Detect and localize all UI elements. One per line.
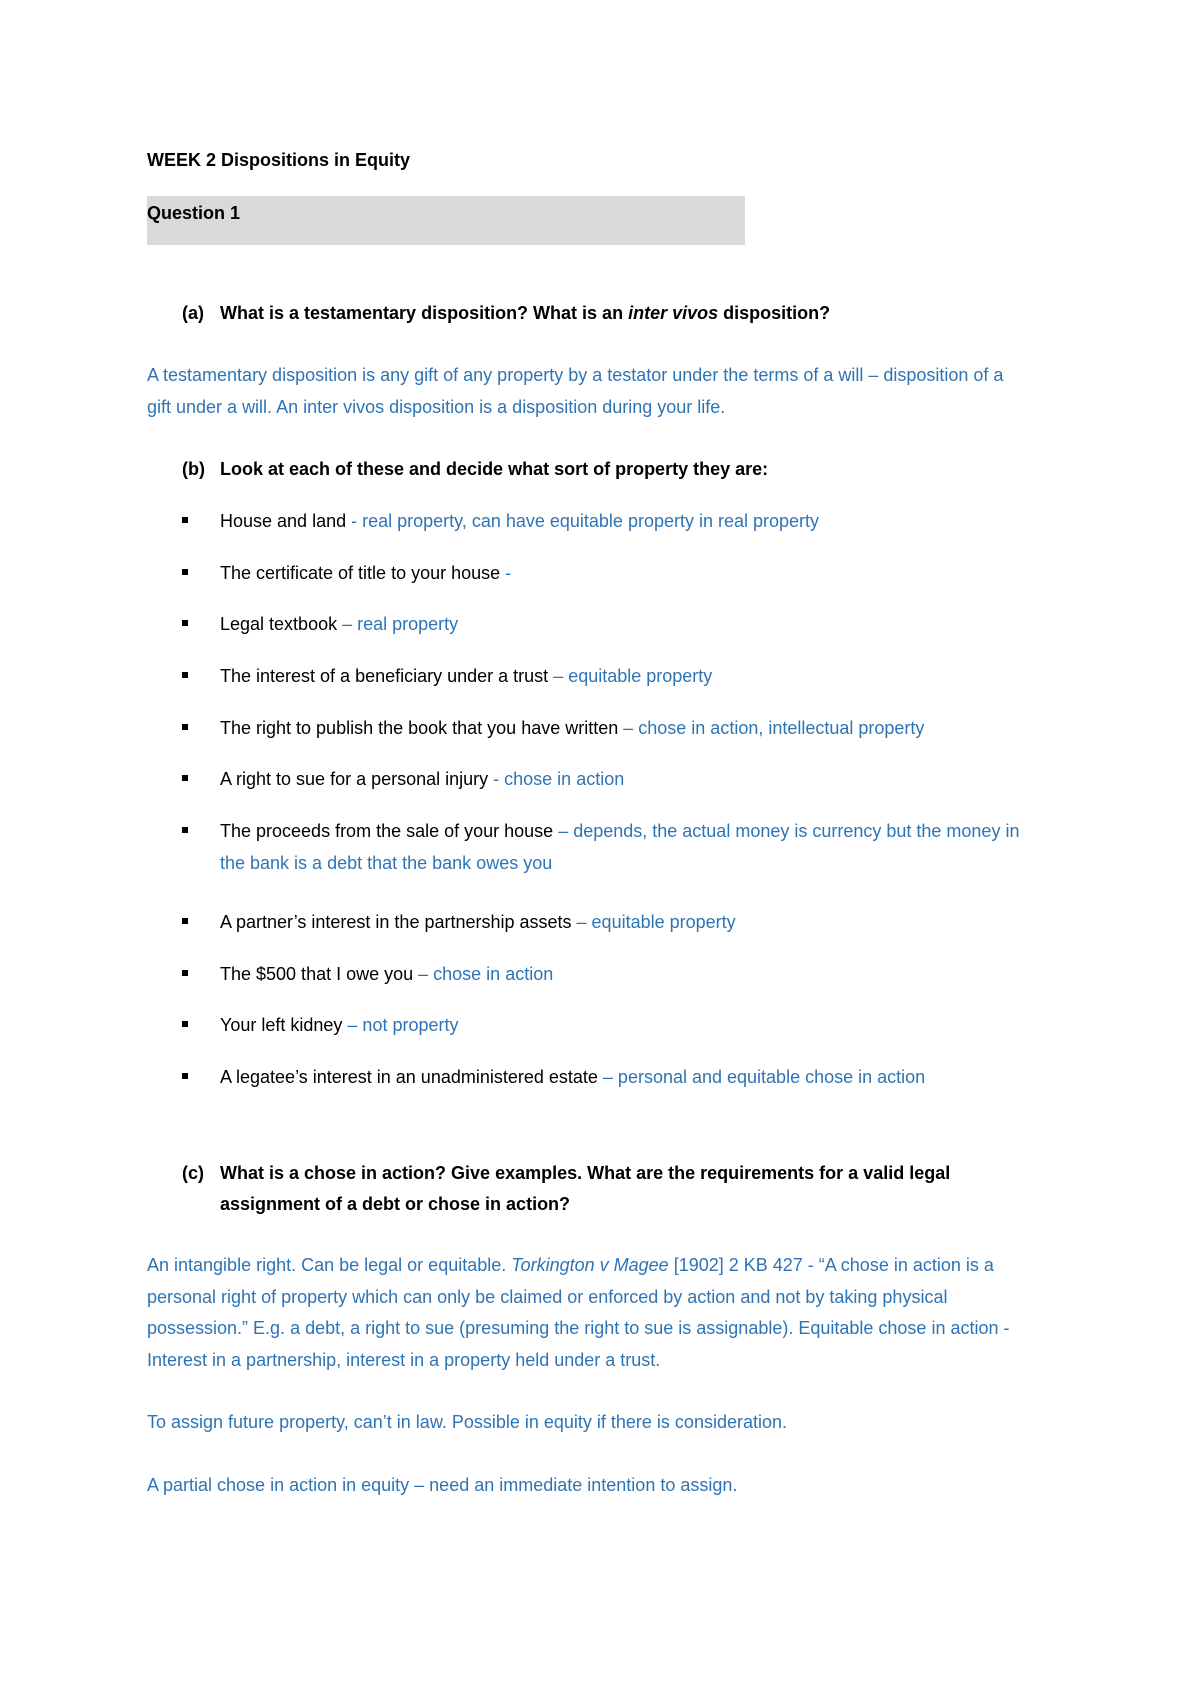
list-item-answer: – chose in action [418, 964, 554, 984]
list-item-text [220, 958, 1042, 990]
list-item-text [220, 505, 1042, 537]
list-item-text [220, 557, 1042, 589]
list-item-label: The interest of a beneficiary under a trust [220, 666, 554, 686]
part-a-question [182, 298, 1042, 329]
list-item-text [220, 1061, 1042, 1093]
square-bullet-icon [182, 724, 188, 730]
list-item-text [220, 660, 1042, 692]
list-item-label: House and land [220, 511, 352, 531]
list-item [182, 815, 1042, 879]
list-item-answer: – personal and equitable chose in action [602, 1067, 926, 1087]
part-c-answer-paragraph-3: A partial chose in action in equity – need an immediate intention to assign. [147, 1475, 738, 1495]
list-item-label: A right to sue for a personal injury [220, 769, 494, 789]
list-item-text [220, 815, 1042, 879]
list-item-answer: - chose in action [493, 769, 625, 789]
list-item [182, 557, 1042, 589]
part-c-answer-p1-post: [1902] 2 KB 427 - “A chose in action is a personal right of property which can only be claimed or enforced by action and not by taking physical possession.” E.g. a debt, a right to sue (presuming the right to sue is assignable). Equitable chose in action - Interest in a partnership, interest in a property held under a trust. [147, 1255, 1010, 1370]
list-item-text [220, 906, 1042, 938]
square-bullet-icon [182, 620, 188, 626]
part-b-label: (b) [182, 459, 205, 479]
list-item-answer: – real property [342, 614, 459, 634]
list-item-label: Legal textbook [220, 614, 343, 634]
part-c-answer-p1-pre: An intangible right. Can be legal or equitable. [147, 1255, 512, 1275]
part-a-answer: A testamentary disposition is any gift of any property by a testator under the terms of a will – disposition of a gift under a will. An inter vivos disposition is a disposition during your life. [147, 365, 1004, 417]
question-banner-label: Question 1 [147, 203, 241, 223]
part-a-question-italic: inter vivos [628, 303, 719, 323]
part-b-question-text: Look at each of these and decide what sort of property they are: [220, 459, 769, 479]
list-item-label: The $500 that I owe you [220, 964, 419, 984]
list-item [182, 1009, 1042, 1041]
square-bullet-icon [182, 970, 188, 976]
square-bullet-icon [182, 827, 188, 833]
list-item-label: Your left kidney [220, 1015, 348, 1035]
list-item-text [220, 608, 1042, 640]
list-item-label: The certificate of title to your house [220, 563, 506, 583]
list-item [182, 906, 1042, 938]
list-item [182, 505, 1042, 537]
list-item-answer: – not property [347, 1015, 459, 1035]
part-c-label: (c) [182, 1163, 204, 1183]
list-item-answer: – equitable property [553, 666, 713, 686]
square-bullet-icon [182, 1021, 188, 1027]
list-item-answer: - real property, can have equitable property in real property [351, 511, 820, 531]
part-a-question-pre: What is a testamentary disposition? What is an [220, 303, 629, 323]
list-item-answer: – chose in action, intellectual property [623, 718, 925, 738]
list-item [182, 763, 1042, 795]
part-a-label: (a) [182, 303, 204, 323]
part-a-question-post: disposition? [718, 303, 831, 323]
list-item [182, 712, 1042, 744]
part-b-question [182, 454, 1042, 485]
document-title: WEEK 2 Dispositions in Equity [147, 150, 411, 170]
square-bullet-icon [182, 517, 188, 523]
case-citation-italic: Torkington v Magee [511, 1255, 669, 1275]
square-bullet-icon [182, 775, 188, 781]
part-a-question-text [220, 298, 1042, 329]
square-bullet-icon [182, 672, 188, 678]
list-item-text [220, 763, 1042, 795]
part-c-answer-paragraph-1 [147, 1250, 1027, 1376]
list-item-answer: - [505, 563, 512, 583]
part-c-question [182, 1158, 1042, 1220]
list-item-text [220, 1009, 1042, 1041]
square-bullet-icon [182, 1073, 188, 1079]
list-item [182, 608, 1042, 640]
list-item-label: The right to publish the book that you have written [220, 718, 624, 738]
list-item-text [220, 712, 1042, 744]
list-item-answer: – equitable property [576, 912, 736, 932]
list-item [182, 958, 1042, 990]
list-item-label: A partner’s interest in the partnership assets [220, 912, 577, 932]
square-bullet-icon [182, 569, 188, 575]
question-banner [147, 196, 745, 245]
list-item [182, 660, 1042, 692]
part-c-question-text: What is a chose in action? Give examples. What are the requirements for a valid legal assignment of a debt or chose in action? [220, 1163, 951, 1214]
list-item-answer: – depends, the actual money is currency but the money in the bank is a debt that the bank owes you [220, 821, 1020, 873]
part-c-answer-paragraph-2: To assign future property, can’t in law. Possible in equity if there is consideration. [147, 1412, 788, 1432]
square-bullet-icon [182, 918, 188, 924]
list-item-label: The proceeds from the sale of your house [220, 821, 559, 841]
list-item-label: A legatee’s interest in an unadministered estate [220, 1067, 603, 1087]
list-item [182, 1061, 1042, 1093]
